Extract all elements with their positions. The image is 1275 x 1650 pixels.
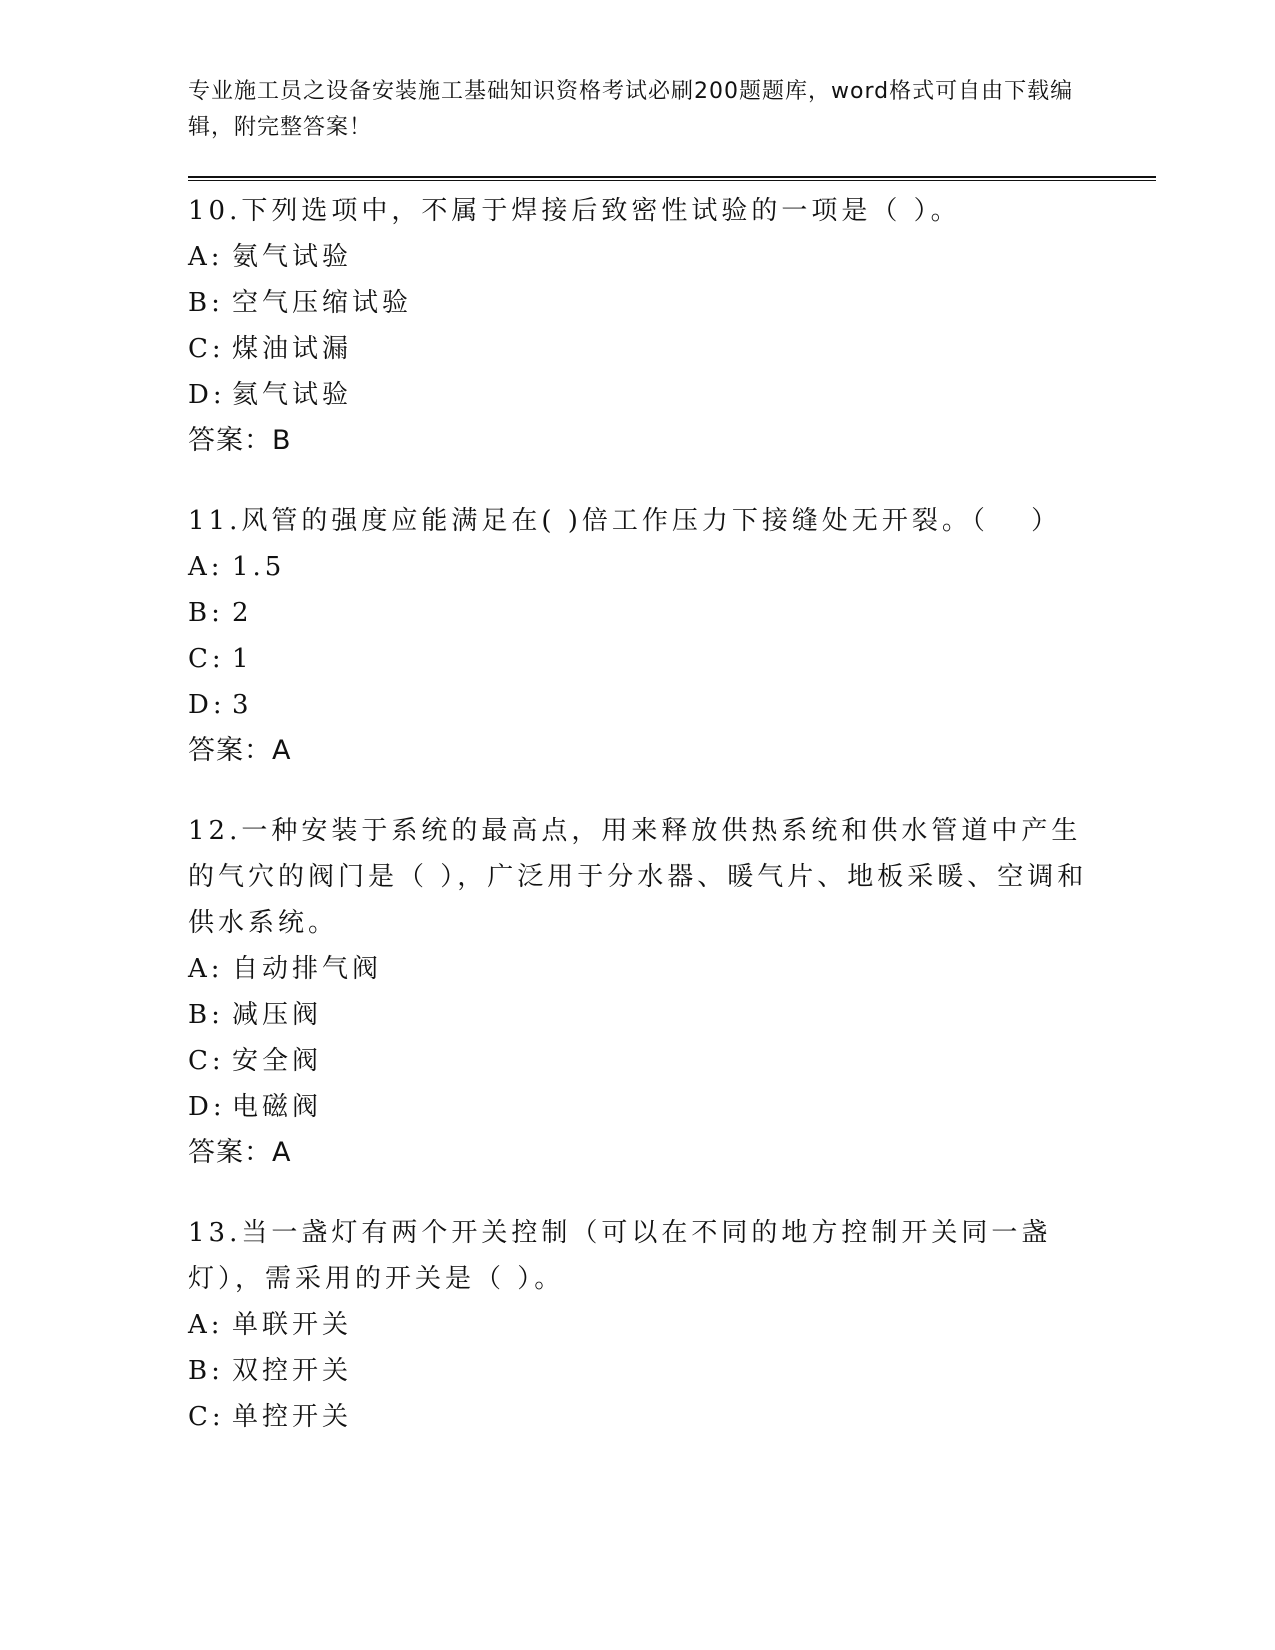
option-letter: D: [188,1092,226,1122]
option-text: 双控开关 [232,1356,353,1386]
option-text: 氨气试验 [232,242,353,272]
option-c [188,1394,1088,1440]
option-d [188,1084,1088,1130]
option-c [188,1038,1088,1084]
option-a [188,946,1088,992]
option-b [188,590,1088,636]
option-letter: C: [188,1402,225,1432]
option-letter: B: [188,1000,224,1030]
question-10 [188,188,1088,464]
option-d [188,682,1088,728]
option-text: 单联开关 [232,1310,353,1340]
option-c [188,636,1088,682]
question-text: 13.当一盏灯有两个开关控制（可以在不同的地方控制开关同一盏灯），需采用的开关是（ ）。 [188,1218,1052,1294]
option-text: 1.5 [232,552,286,582]
option-letter: C: [188,1046,225,1076]
option-letter: D: [188,380,226,410]
header-divider [188,176,1156,181]
option-b [188,1348,1088,1394]
option-text: 2 [232,598,253,628]
option-letter: C: [188,644,225,674]
option-text: 煤油试漏 [232,334,353,364]
option-letter: A: [188,954,224,984]
option-c [188,326,1088,372]
question-text: 10.下列选项中，不属于焊接后致密性试验的一项是（ ）。 [188,196,961,226]
option-a [188,234,1088,280]
option-text: 电磁阀 [232,1092,323,1122]
question-11 [188,498,1088,774]
option-b [188,280,1088,326]
option-letter: B: [188,1356,224,1386]
option-text: 空气压缩试验 [232,288,413,318]
option-letter: B: [188,598,224,628]
option-text: 安全阀 [232,1046,323,1076]
option-a [188,1302,1088,1348]
option-text: 氦气试验 [232,380,353,410]
option-a [188,544,1088,590]
question-text: 11.风管的强度应能满足在( )倍工作压力下接缝处无开裂。（ ） [188,506,1062,536]
option-letter: A: [188,1310,224,1340]
option-letter: B: [188,288,224,318]
option-text: 3 [232,690,253,720]
question-text: 12.一种安装于系统的最高点，用来释放供热系统和供水管道中产生的气穴的阀门是（ ），广泛用于分水器、暖气片、地板采暖、空调和供水系统。 [188,816,1088,938]
question-12 [188,808,1088,1176]
option-text: 1 [232,644,253,674]
option-b [188,992,1088,1038]
option-letter: C: [188,334,225,364]
answer-label: 答案：A [188,1137,292,1168]
option-letter: A: [188,242,224,272]
option-letter: A: [188,552,224,582]
question-13 [188,1210,1088,1440]
option-text: 自动排气阀 [232,954,383,984]
option-d [188,372,1088,418]
answer-label: 答案：B [188,425,292,456]
option-letter: D: [188,690,226,720]
document-title: 专业施工员之设备安装施工基础知识资格考试必刷200题题库，word格式可自由下载编辑，附完整答案！ [188,79,1074,140]
answer-label: 答案：A [188,735,292,766]
question-list [188,188,1088,1474]
option-text: 单控开关 [232,1402,353,1432]
option-text: 减压阀 [232,1000,323,1030]
